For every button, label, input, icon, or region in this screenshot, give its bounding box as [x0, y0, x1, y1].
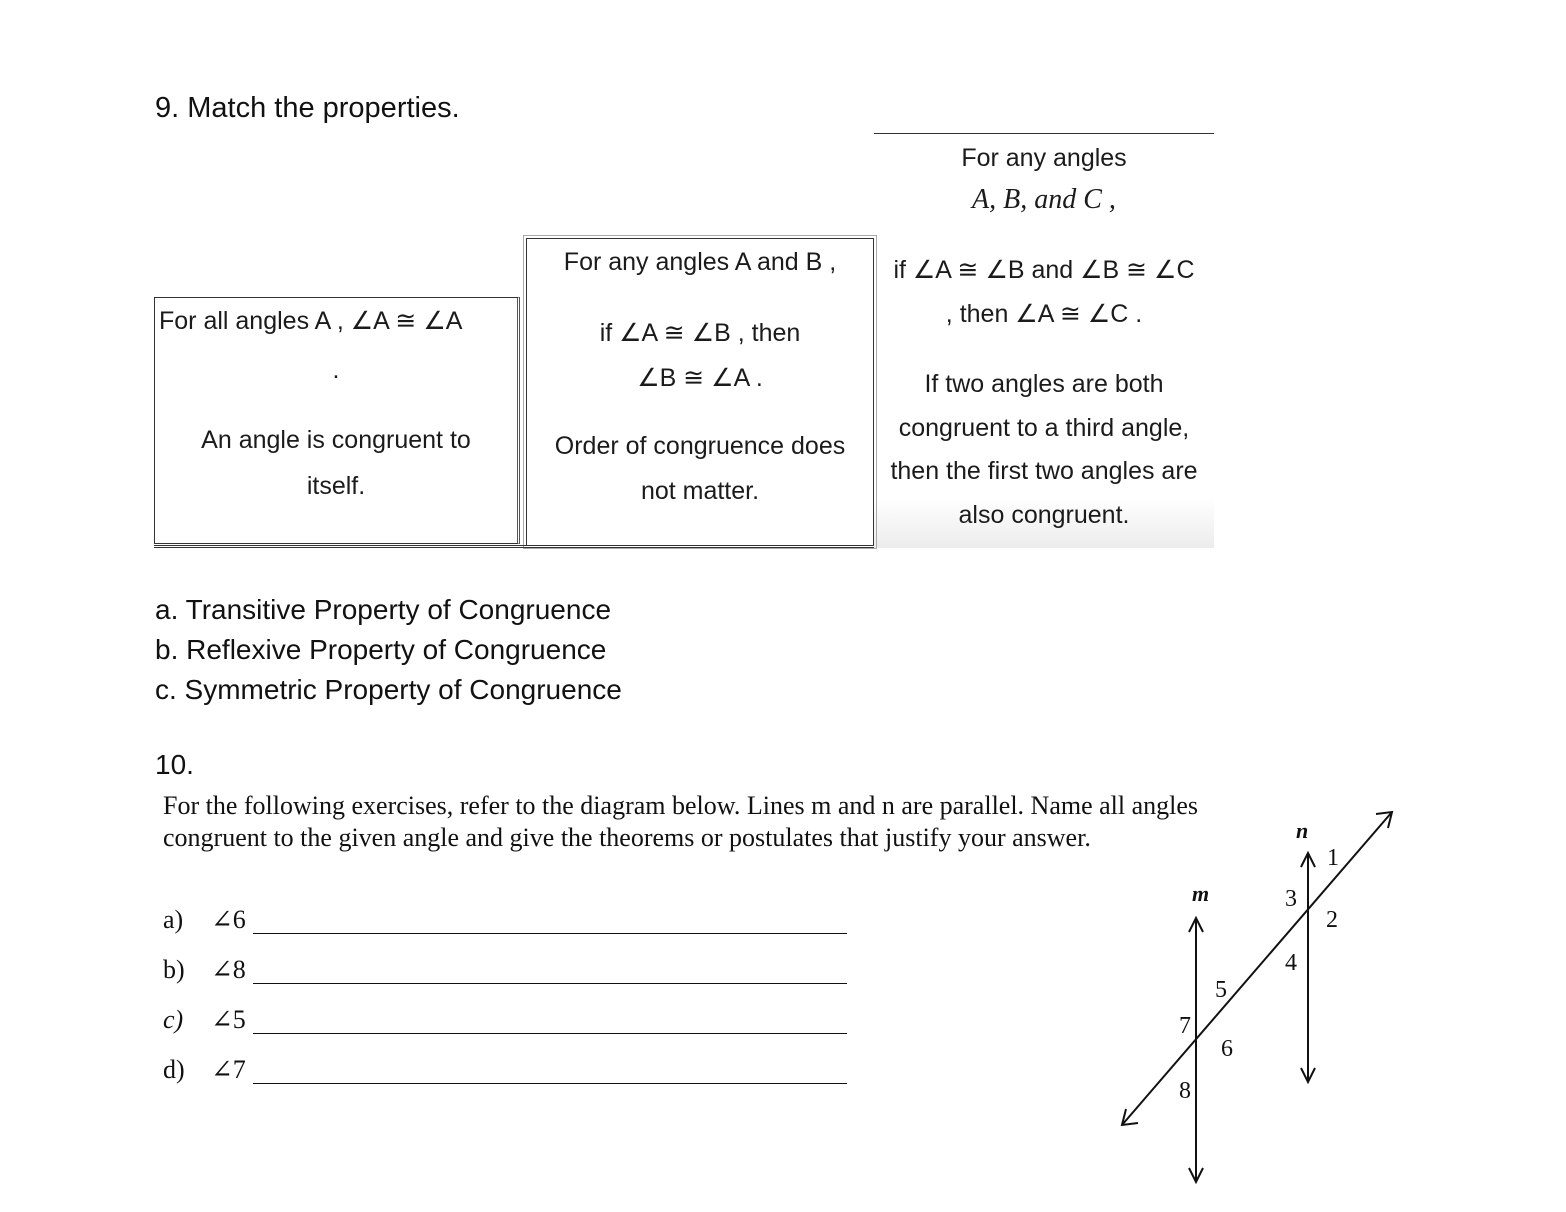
- instructions-line1: For the following exercises, refer to the diagram below. Lines m and n are parallel. Name all angles: [163, 791, 1199, 820]
- answer-blank-line[interactable]: [253, 1033, 847, 1034]
- box2-desc-line2: not matter.: [640, 477, 760, 505]
- box3-statement-line1: For any angles: [961, 144, 1127, 172]
- option-c: c. Symmetric Property of Congruence: [155, 674, 622, 705]
- answer-blank-line[interactable]: [253, 933, 847, 934]
- box2-statement-line2: if ∠A ≅ ∠B , then: [599, 319, 801, 347]
- answer-label: b): [163, 955, 185, 984]
- box2-desc-line1: Order of congruence does: [554, 432, 846, 460]
- answer-label: d): [163, 1055, 185, 1084]
- box3-desc-line2: congruent to a third angle,: [898, 414, 1190, 442]
- option-a: a. Transitive Property of Congruence: [155, 594, 612, 625]
- answer-row-b: [163, 955, 863, 989]
- symmetric-statement-box: [526, 238, 874, 546]
- box1-desc-line2: itself.: [306, 472, 366, 500]
- box2-statement-line3: ∠B ≅ ∠A .: [637, 364, 763, 392]
- reflexive-statement-box: [154, 297, 520, 544]
- table-bottom-rule: [154, 545, 874, 548]
- box3-desc-line4: also congruent.: [958, 501, 1130, 529]
- angle-label-8: 8: [1179, 1078, 1191, 1104]
- instructions-line2: congruent to the given angle and give the theorems or postulates that justify your answer.: [163, 823, 1091, 852]
- answer-angle: ∠7: [211, 1055, 246, 1084]
- answer-row-d: [163, 1055, 863, 1089]
- box2-statement-line1: For any angles A and B ,: [563, 248, 837, 276]
- angle-label-4: 4: [1285, 950, 1297, 976]
- line-m-label: m: [1192, 881, 1210, 906]
- answer-label: c): [163, 1005, 184, 1034]
- question-10-title: 10.: [155, 749, 194, 780]
- angle-label-6: 6: [1221, 1036, 1233, 1062]
- property-options: [155, 590, 622, 710]
- line-n-label: n: [1296, 818, 1309, 843]
- angle-label-3: 3: [1285, 886, 1297, 912]
- answer-angle: ∠5: [211, 1005, 246, 1034]
- box3-desc-line3: then the first two angles are: [890, 457, 1198, 485]
- box3-desc-line1: If two angles are both: [924, 370, 1164, 398]
- transitive-statement-box: [874, 133, 1214, 548]
- box3-statement-line3: if ∠A ≅ ∠B and ∠B ≅ ∠C: [893, 256, 1195, 284]
- box3-statement-line2: A, B, and C ,: [972, 184, 1116, 215]
- angle-label-1: 1: [1327, 845, 1339, 871]
- box1-statement: For all angles A , ∠A ≅ ∠A: [159, 307, 463, 335]
- angle-label-7: 7: [1179, 1013, 1191, 1039]
- answer-angle: ∠6: [211, 905, 246, 934]
- angle-label-2: 2: [1326, 907, 1338, 933]
- angle-label-5: 5: [1215, 977, 1227, 1003]
- answer-blank-line[interactable]: [253, 983, 847, 984]
- answer-blank-line[interactable]: [253, 1083, 847, 1084]
- question-9-title: 9. Match the properties.: [155, 92, 460, 124]
- option-b: b. Reflexive Property of Congruence: [155, 634, 607, 665]
- box1-period: .: [332, 356, 340, 384]
- answer-row-a: [163, 905, 863, 939]
- box3-statement-line4: , then ∠A ≅ ∠C .: [945, 300, 1143, 328]
- box1-desc-line1: An angle is congruent to: [201, 426, 471, 454]
- answer-angle: ∠8: [211, 955, 246, 984]
- transversal-line: [1122, 812, 1392, 1125]
- answer-row-c: [163, 1005, 863, 1039]
- parallel-lines-diagram: [1100, 800, 1410, 1195]
- answer-label: a): [163, 905, 184, 934]
